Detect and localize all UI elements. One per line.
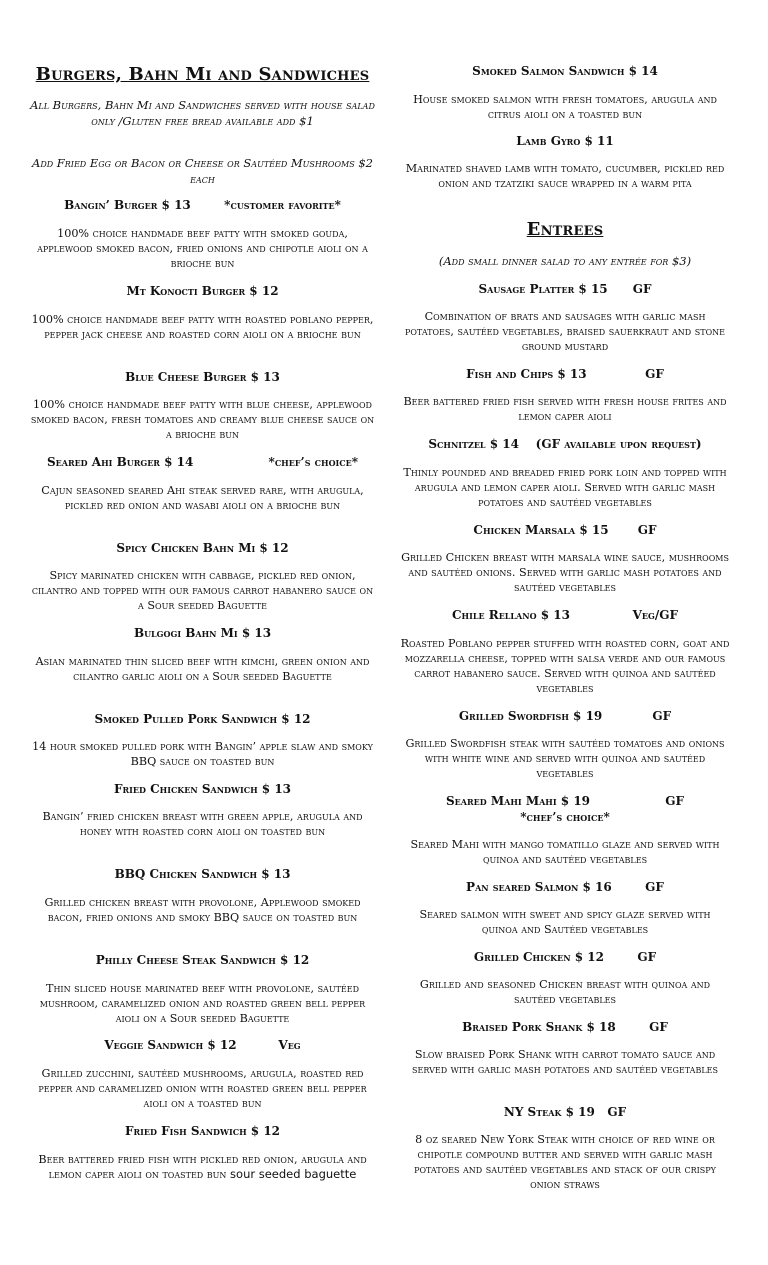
menu-item-title: Chile Rellano $ 13 Veg/GF: [451, 608, 679, 622]
menu-item-title: Blue Cheese Burger $ 13: [125, 370, 280, 384]
menu-item-title: Sausage Platter $ 15 GF: [478, 282, 652, 296]
menu-item-description: Grilled Swordfish steak with sautéed tomatoes and onions with white wine and served with quinoa and sautéed vegetables: [405, 737, 725, 780]
menu-item-description: Asian marinated thin sliced beef with kimchi, green onion and cilantro garlic aioli on a Sour seeded Baguette: [35, 655, 370, 683]
menu-item-description: Seared Mahi with mango tomatillo glaze and served with quinoa and sautéed vegetables: [410, 838, 720, 866]
menu-item-description: Grilled Chicken breast with marsala wine sauce, mushrooms and sautéed onions. Served with garlic mash potatoes and sautéed vegetables: [401, 551, 729, 594]
section-note-bread: All Burgers, Bahn Mi and Sandwiches served with house salad only /Gluten free bread available add $1: [30, 98, 375, 128]
menu-item-title: Lamb Gyro $ 11: [516, 134, 614, 148]
menu-item-description-main: Beer battered fried fish with pickled red onion, arugula and lemon caper aioli on toasted bun: [38, 1153, 367, 1181]
menu-item-description: House smoked salmon with fresh tomatoes, arugula and citrus aioli on a toasted bun: [413, 93, 717, 121]
menu-item-title: Grilled Chicken $ 12 GF: [473, 950, 657, 964]
menu-item-description: 8 oz seared New York Steak with choice of red wine or chipotle compound butter and served with garlic mash potatoes and sautéed vegetables and stack of our crispy onion straws: [414, 1133, 716, 1191]
menu-item-title: Seared Ahi Burger $ 14 *chef’s choice*: [46, 455, 359, 469]
menu-item-description: Beer battered fried fish served with fresh house frites and lemon caper aioli: [403, 395, 727, 423]
menu-item-title: Mt Konocti Burger $ 12: [126, 284, 279, 298]
menu-item-title: BBQ Chicken Sandwich $ 13: [114, 867, 291, 881]
menu-item-title: Spicy Chicken Bahn Mi $ 12: [116, 541, 289, 555]
section-heading-burgers: Burgers, Bahn Mi and Sandwiches: [35, 64, 370, 85]
menu-item-description: Thinly pounded and breaded fried pork loin and topped with arugula and lemon caper aioli. Served with garlic mash potatoes and sautéed vegetables: [403, 466, 727, 509]
menu-item-title: Bangin’ Burger $ 13 *customer favorite*: [64, 198, 341, 212]
menu-item-description: Grilled zucchini, sautéed mushrooms, arugula, roasted red pepper and caramelized onion with roasted green bell pepper aioli on a toasted bun: [38, 1067, 367, 1110]
menu-item-description: Seared salmon with sweet and spicy glaze served with quinoa and Sautéed vegetables: [419, 908, 711, 936]
menu-item-title: Pan seared Salmon $ 16 GF: [466, 880, 664, 894]
menu-item-description: Roasted Poblano pepper stuffed with roasted corn, goat and mozzarella cheese, topped with salsa verde and our famous carrot habanero sauce. Served with quinoa and sautéed vegetables: [400, 637, 730, 695]
menu-item-title: Braised Pork Shank $ 18 GF: [462, 1020, 668, 1034]
menu-item-title: Fried Chicken Sandwich $ 13: [113, 782, 292, 796]
menu-item-title: NY Steak $ 19 GF: [503, 1105, 627, 1119]
section-heading-entrees: Entrees: [526, 219, 604, 240]
menu-item-description: Grilled and seasoned Chicken breast with quinoa and sautéed vegetables: [419, 978, 711, 1006]
menu-item-title: Grilled Swordfish $ 19 GF: [458, 709, 672, 723]
menu-item-title: Veggie Sandwich $ 12 Veg: [104, 1038, 301, 1052]
menu-item-title: Bulgogi Bahn Mi $ 13: [133, 626, 272, 640]
menu-item-title: Smoked Pulled Pork Sandwich $ 12: [94, 712, 311, 726]
menu-item-description: Spicy marinated chicken with cabbage, pickled red onion, cilantro and topped with our famous carrot habanero sauce on a Sour seeded Baguette: [31, 569, 374, 612]
menu-item-description: [30, 1152, 375, 1182]
menu-item-title: Smoked Salmon Sandwich $ 14: [472, 64, 658, 78]
menu-item-title: Schnitzel $ 14 (GF available upon request): [428, 437, 702, 451]
section-note-salad: (Add small dinner salad to any entrée for $3): [438, 254, 692, 268]
menu-item-title: Fried Fish Sandwich $ 12: [124, 1124, 281, 1138]
menu-item-description: Marinated shaved lamb with tomato, cucumber, pickled red onion and tzatziki sauce wrapped in a warm pita: [405, 162, 725, 190]
menu-item-description: Grilled chicken breast with provolone, Applewood smoked bacon, fried onions and smoky BBQ sauce on toasted bun: [44, 896, 361, 924]
menu-item-description: Bangin’ fried chicken breast with green apple, arugula and honey with roasted corn aioli on toasted bun: [42, 810, 363, 838]
menu-item-title: Philly Cheese Steak Sandwich $ 12: [95, 953, 310, 967]
menu-item-description: 100% choice handmade beef patty with blue cheese, applewood smoked bacon, fresh tomatoes and creamy blue cheese sauce on a brioche bun: [30, 398, 375, 441]
menu-item-title: Fish and Chips $ 13 GF: [466, 367, 664, 381]
menu-item-title: Seared Mahi Mahi $ 19 GF *chef’s choice*: [446, 794, 684, 824]
menu-item-title: Chicken Marsala $ 15 GF: [473, 523, 657, 537]
section-note-addons: Add Fried Egg or Bacon or Cheese or Sautéed Mushrooms $2 each: [32, 156, 373, 186]
menu-item-description: Thin sliced house marinated beef with provolone, sautéed mushroom, caramelized onion and roasted green bell pepper aioli on a Sour seeded Baguette: [39, 982, 366, 1025]
menu-item-description: 100% choice handmade beef patty with smoked gouda, applewood smoked bacon, fried onions and chipotle aioli on a brioche bun: [37, 227, 368, 270]
menu-item-description: 14 hour smoked pulled pork with Bangin’ apple slaw and smoky BBQ sauce on toasted bun: [32, 740, 373, 768]
menu-item-description: Cajun seasoned seared Ahi steak served rare, with arugula, pickled red onion and wasabi aioli on a brioche bun: [41, 484, 364, 512]
menu-item-description: Slow braised Pork Shank with carrot tomato sauce and served with garlic mash potatoes and sautéed vegetables: [412, 1048, 718, 1076]
menu-item-description: Combination of brats and sausages with garlic mash potatoes, sautéed vegetables, braised sauerkraut and stone ground mustard: [404, 310, 725, 353]
menu-item-description: 100% choice handmade beef patty with roasted poblano pepper, pepper jack cheese and roasted corn aioli on a brioche bun: [31, 313, 374, 341]
menu-item-description-handwritten: sour seeded baguette: [226, 1167, 357, 1181]
